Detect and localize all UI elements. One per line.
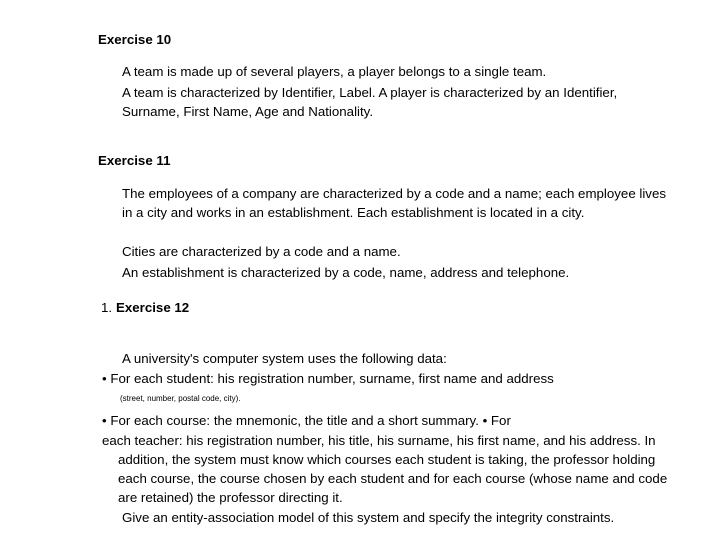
exercise-12-line-9: Give an entity-association model of this system and specify the integrity constraints. — [122, 510, 615, 525]
exercise-12-line-7: each course, the course chosen by each student and for each course (whose name and code — [118, 471, 668, 486]
exercise-10-line-2: A team is characterized by Identifier, Label. A player is characterized by an Identifier, — [122, 85, 618, 100]
exercise-12-line-4: • For each course: the mnemonic, the title and a short summary. • For — [102, 413, 511, 428]
exercise-12-line-2: • For each student: his registration number, surname, first name and address — [102, 371, 554, 386]
exercise-11-line-2: in a city and works in an establishment. Each establishment is located in a city. — [122, 205, 585, 220]
exercise-11-line-1: The employees of a company are characterized by a code and a name; each employee lives — [122, 186, 667, 201]
exercise-12-line-1: A university's computer system uses the following data: — [122, 351, 447, 366]
exercise-12-line-3: (street, number, postal code, city). — [120, 394, 241, 403]
exercise-11-line-4: An establishment is characterized by a code, name, address and telephone. — [122, 265, 570, 280]
exercise-10-line-1: A team is made up of several players, a player belongs to a single team. — [122, 64, 547, 79]
exercise-12-heading: Exercise 12 — [116, 300, 190, 315]
exercise-12-line-5: each teacher: his registration number, his title, his surname, his first name, and his address. In — [102, 433, 656, 448]
exercise-12-line-6: addition, the system must know which courses each student is taking, the professor holding — [118, 452, 656, 467]
exercise-10-heading: Exercise 10 — [98, 32, 172, 47]
exercise-10-line-3: Surname, First Name, Age and Nationality. — [122, 104, 374, 119]
exercise-12-number: 1. — [101, 300, 113, 315]
exercise-11-heading: Exercise 11 — [98, 153, 171, 168]
exercise-11-line-3: Cities are characterized by a code and a name. — [122, 244, 401, 259]
exercise-12-line-8: are retained) the professor directing it. — [118, 490, 343, 505]
